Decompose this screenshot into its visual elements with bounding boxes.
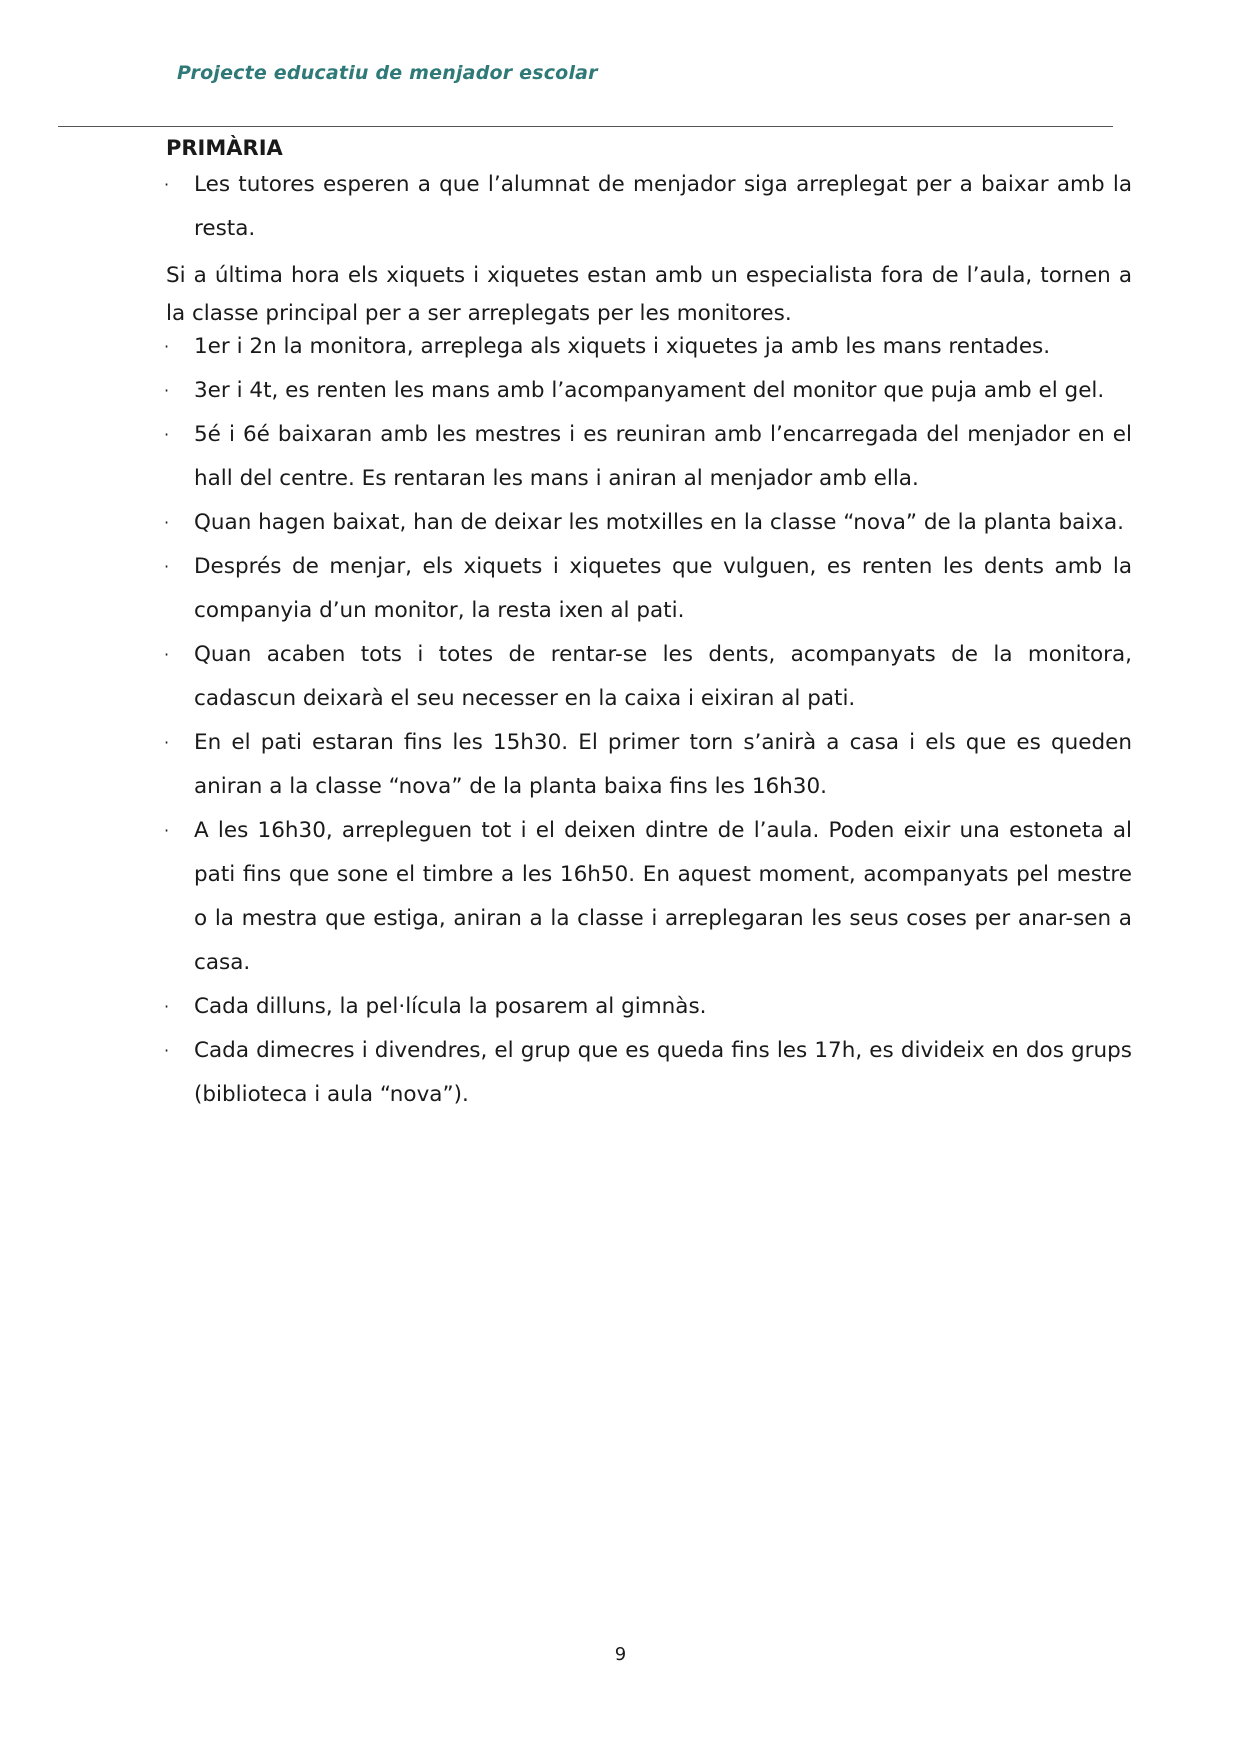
body-paragraph: Si a última hora els xiquets i xiquetes estan amb un especialista fora de l’aula, tornen a la classe principal per a ser arreplegats per les monitores.: [166, 263, 1132, 326]
bullet-icon: ·: [164, 175, 170, 194]
document-body: [166, 163, 1132, 1117]
page-number: 9: [614, 1644, 627, 1665]
list-item: [166, 325, 1132, 369]
document-header-title: Projecte educatiu de menjador escolar: [177, 62, 598, 84]
section-heading: PRIMÀRIA: [166, 136, 283, 160]
list-item: [166, 163, 1132, 251]
list-item-text: Quan hagen baixat, han de deixar les motxilles en la classe “nova” de la planta baixa.: [194, 510, 1124, 535]
header-divider: [58, 126, 1113, 127]
list-item: [166, 369, 1132, 413]
list-item-text: 1er i 2n la monitora, arreplega als xiquets i xiquetes ja amb les mans rentades.: [194, 334, 1051, 359]
bullet-icon: ·: [164, 821, 170, 840]
list-item-text: Després de menjar, els xiquets i xiquetes que vulguen, es renten les dents amb la companyia d’un monitor, la resta ixen al pati.: [194, 554, 1132, 623]
bullet-icon: ·: [164, 337, 170, 356]
list-item: [166, 985, 1132, 1029]
bullet-icon: ·: [164, 997, 170, 1016]
list-item-text: En el pati estaran fins les 15h30. El primer torn s’anirà a casa i els que es queden aniran a la classe “nova” de la planta baixa fins les 16h30.: [194, 730, 1132, 799]
list-item: [166, 1029, 1132, 1117]
bullet-icon: ·: [164, 1041, 170, 1060]
list-item: [166, 413, 1132, 501]
list-item-text: 5é i 6é baixaran amb les mestres i es reuniran amb l’encarregada del menjador en el hall del centre. Es rentaran les mans i aniran al menjador amb ella.: [194, 422, 1132, 491]
bullet-icon: ·: [164, 733, 170, 752]
bullet-icon: ·: [164, 425, 170, 444]
bullet-icon: ·: [164, 513, 170, 532]
list-item-text: A les 16h30, arrepleguen tot i el deixen dintre de l’aula. Poden eixir una estoneta al pati fins que sone el timbre a les 16h50. En aquest moment, acompanyats pel mestre o la mestra que estiga, aniran a la classe i arreplegaran les seus coses per anar-sen a casa.: [194, 818, 1132, 975]
list-item-text: Cada dimecres i divendres, el grup que es queda fins les 17h, es divideix en dos grups (biblioteca i aula “nova”).: [194, 1038, 1132, 1107]
list-item: [166, 545, 1132, 633]
bullet-icon: ·: [164, 645, 170, 664]
list-item: [166, 501, 1132, 545]
list-item: [166, 809, 1132, 985]
list-item: [166, 633, 1132, 721]
list-item: [166, 721, 1132, 809]
bullet-icon: ·: [164, 381, 170, 400]
list-item-text: Quan acaben tots i totes de rentar-se les dents, acompanyats de la monitora, cadascun deixarà el seu necesser en la caixa i eixiran al pati.: [194, 642, 1132, 711]
list-item-text: Les tutores esperen a que l’alumnat de menjador siga arreplegat per a baixar amb la resta.: [194, 172, 1132, 241]
bullet-icon: ·: [164, 557, 170, 576]
list-item-text: 3er i 4t, es renten les mans amb l’acompanyament del monitor que puja amb el gel.: [194, 378, 1105, 403]
list-item-text: Cada dilluns, la pel·lícula la posarem al gimnàs.: [194, 994, 707, 1019]
